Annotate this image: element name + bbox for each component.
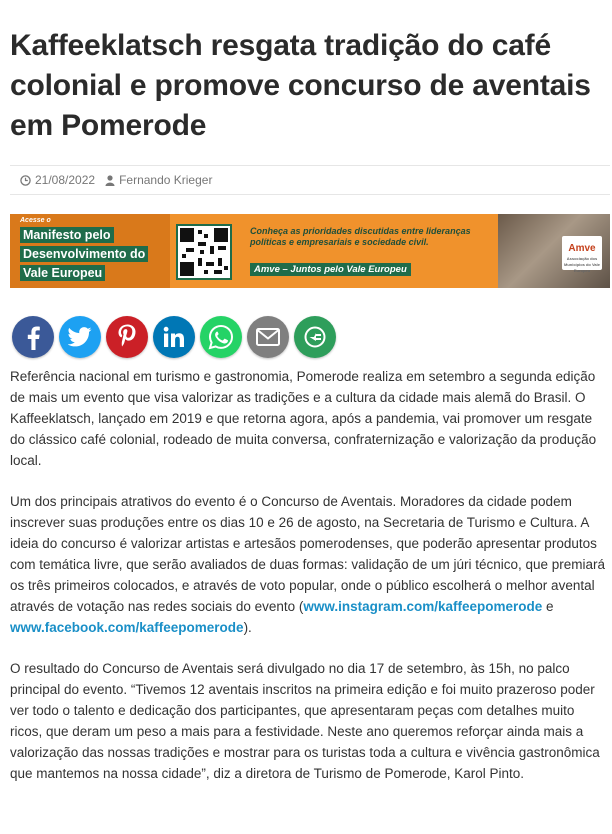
banner-title	[20, 226, 160, 283]
paragraph-2-and: e	[542, 599, 554, 614]
clock-icon	[20, 175, 31, 186]
article-paragraph-1: Referência nacional em turismo e gastronomia, Pomerode realiza em setembro a segunda edição de mais um evento que visa valorizar as tradições e a cultura da cidade mais alemã do Brasil. O Kaffeeklatsch, lançado em 2019 e que retorna agora, após a pandemia, vai promover um resgate do clássico café colonial, rodeado de muita conversa, confraternização e valorização da produção local.	[10, 369, 597, 468]
manifesto-banner[interactable]	[10, 214, 610, 288]
banner-kicker: Acesse o	[20, 217, 51, 224]
facebook-icon	[22, 324, 44, 350]
twitter-icon	[68, 327, 92, 347]
amve-logo-text: Amve	[568, 243, 596, 254]
more-share-button[interactable]	[294, 316, 336, 358]
article-meta	[10, 165, 610, 195]
linkedin-share-button[interactable]	[153, 316, 195, 358]
share-buttons	[12, 316, 341, 360]
article-paragraph-3: O resultado do Concurso de Aventais será divulgado no dia 17 de setembro, às 15h, no palco principal do evento. “Tivemos 12 aventais inscritos na primeira edição e foi muito prazeroso poder ver todo o talento e dedicação dos participantes, que apresentaram peças com detalhes muito ricos, que deram um peso a mais para a festividade. Neste ano queremos reforçar ainda mais a valorização das nossas tradições e mostrar para os turistas toda a cultura e vivência gastronômica que mantemos na nossa cidade”, diz a diretora de Turismo de Pomerode, Karol Pinto.	[10, 661, 600, 781]
linkedin-icon	[163, 326, 185, 348]
twitter-share-button[interactable]	[59, 316, 101, 358]
whatsapp-share-button[interactable]	[200, 316, 242, 358]
facebook-share-button[interactable]	[12, 316, 54, 358]
banner-text: Conheça as prioridades discutidas entre lideranças políticas e empresariais e sociedade civil.	[250, 226, 471, 247]
user-icon	[105, 175, 115, 186]
more-share-icon	[302, 324, 328, 350]
meta-author[interactable]	[105, 173, 212, 187]
pinterest-icon	[117, 324, 137, 350]
email-share-button[interactable]	[247, 316, 289, 358]
article-paragraph-2	[10, 491, 610, 638]
instagram-link[interactable]: www.instagram.com/kaffeepomerode	[303, 599, 543, 614]
meta-author-name[interactable]: Fernando Krieger	[119, 173, 213, 187]
pinterest-share-button[interactable]	[106, 316, 148, 358]
paragraph-2-text: Um dos principais atrativos do evento é o Concurso de Aventais. Moradores da cidade podem inscrever suas produções entre os dias 10 e 26 de agosto, na Secretaria de Turismo e Cultura. A ideia do concurso é valorizar artistas e artesãos pomerodenses, que poderão apresentar produtos com temática livre, que serão avaliados de duas formas: validação de um júri técnico, que premiará os três primeiros colocados, e através de voto popular, onde o público escolherá o melhor avental através de votação nas redes sociais do evento (	[10, 494, 606, 614]
banner-slogan: Amve – Juntos pelo Vale Europeu	[250, 263, 411, 276]
meta-date	[20, 173, 95, 187]
paragraph-2-end: ).	[243, 620, 252, 635]
article-title: Kaffeeklatsch resgata tradição do café colonial e promove concurso de aventais em Pomerode	[10, 29, 591, 142]
article-body	[10, 366, 610, 804]
banner-title-text: Manifesto pelo Desenvolvimento do Vale Europeu	[20, 227, 148, 281]
amve-logo-sub: Associação dos Municípios do Vale Europeu	[563, 256, 600, 273]
facebook-link[interactable]: www.facebook.com/kaffeepomerode	[10, 620, 244, 635]
envelope-icon	[256, 328, 280, 346]
amve-logo	[562, 236, 602, 273]
whatsapp-icon	[208, 324, 234, 350]
meta-date-text: 21/08/2022	[35, 173, 96, 187]
qr-code-icon	[176, 224, 232, 280]
